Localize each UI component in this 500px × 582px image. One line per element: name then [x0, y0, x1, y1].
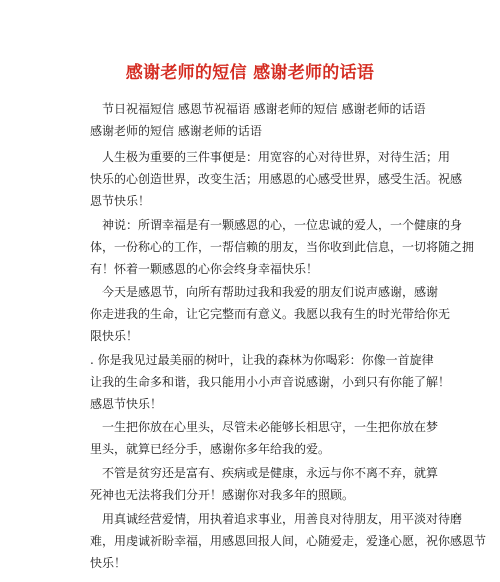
- paragraph-line: 感谢老师的短信 感谢老师的话语: [90, 124, 262, 138]
- paragraph: [90, 349, 451, 415]
- paragraph: [90, 281, 451, 347]
- paragraph-line: 今天是感恩节，向所有帮助过我和我爱的朋友们说声感谢，感谢: [102, 285, 439, 299]
- paragraph-line: 让我的生命多和谐，我只能用小小声音说感谢，小到只有你能了解！: [90, 375, 451, 389]
- paragraph-line: 快乐的心创造世界，改变生活；用感恩的心感受世界，感受生活。祝感: [90, 172, 463, 186]
- paragraph-line: 体，一份称心的工作，一帮信赖的朋友，当你收到此信息，一切将随之拥: [90, 240, 475, 254]
- paragraph-line: 神说：所谓幸福是有一颗感恩的心，一位忠诚的爱人，一个健康的身: [102, 218, 463, 232]
- paragraph-intro-links: [90, 98, 426, 142]
- paragraph-line: 恩节快乐！: [90, 194, 151, 208]
- paragraph-line: 死神也无法将我们分开！感谢你对我多年的照顾。: [90, 488, 355, 502]
- paragraph-line: 节日祝福短信 感恩节祝福语 感谢老师的短信 感谢老师的话语: [102, 102, 426, 116]
- paragraph-line: 你走进我的生命，让它完整而有意义。我愿以我有生的时光带给你无: [90, 307, 451, 321]
- paragraph: [90, 462, 439, 506]
- paragraph-line: 不管是贫穷还是富有、疾病或是健康，永远与你不离不弃，就算: [102, 466, 439, 480]
- paragraph-line: 限快乐！: [90, 329, 139, 343]
- paragraph: [90, 508, 487, 574]
- paragraph: [90, 416, 439, 460]
- paragraph: [90, 146, 463, 212]
- paragraph: [90, 214, 475, 280]
- paragraph-line: 有！怀着一颗感恩的心你会终身幸福快乐！: [90, 262, 319, 276]
- paragraph-line: 用真诚经营爱情，用执着追求事业，用善良对待朋友，用平淡对待磨: [102, 512, 463, 526]
- paragraph-line: . 你是我见过最美丽的树叶，让我的森林为你喝彩：你像一首旋律: [90, 353, 434, 367]
- paragraph-line: 快乐！: [90, 556, 127, 570]
- paragraph-line: 感恩节快乐！: [90, 397, 163, 411]
- paragraph-line: 一生把你放在心里头，尽管未必能够长相思守，一生把你放在梦: [102, 420, 439, 434]
- document-title: 感谢老师的短信 感谢老师的话语: [125, 63, 375, 83]
- paragraph-line: 难，用虔诚祈盼幸福，用感恩回报人间，心随爱走，爱逢心愿，祝你感恩节: [90, 534, 487, 548]
- paragraph-line: 里头，就算已经分手，感谢你多年给我的爱。: [90, 442, 331, 456]
- paragraph-line: 人生极为重要的三件事便是：用宽容的心对待世界，对待生活；用: [102, 150, 451, 164]
